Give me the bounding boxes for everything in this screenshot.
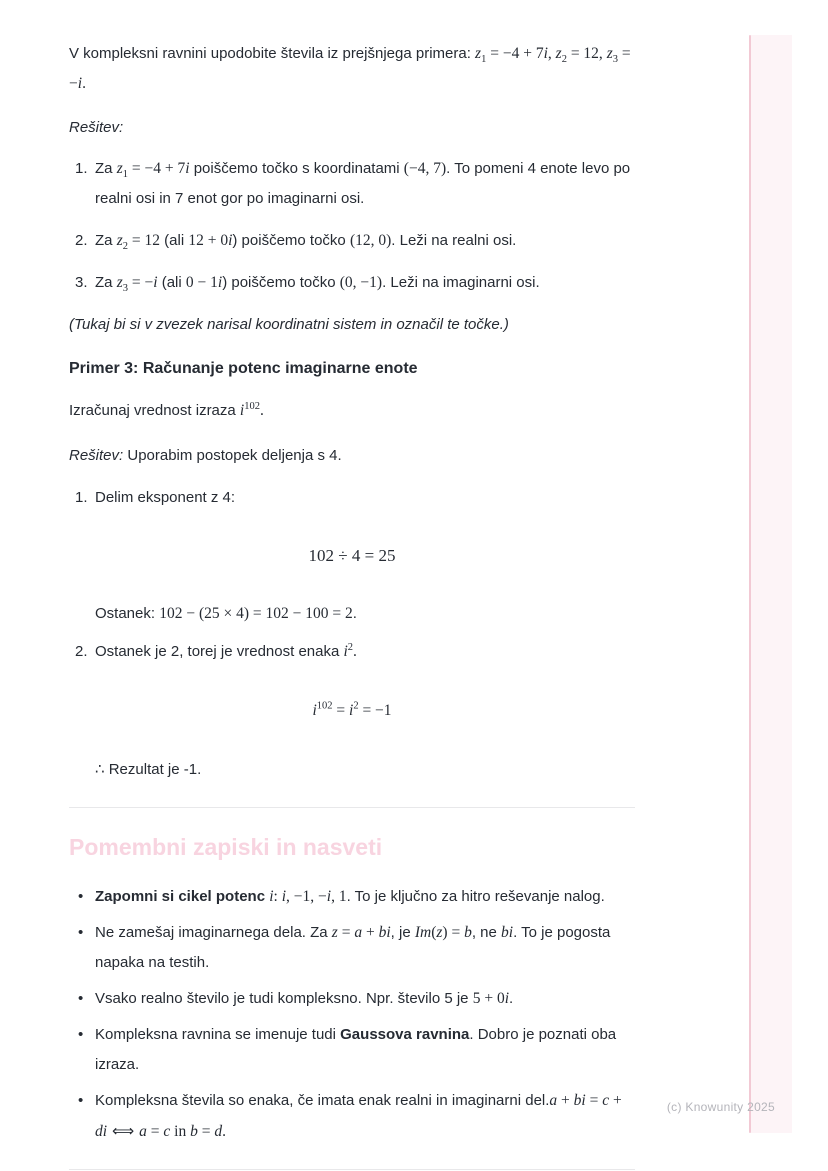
list-marker: 3. <box>75 274 88 291</box>
text-run: . To je ključno za hitro reševanje nalog. <box>346 888 605 905</box>
math-run: = <box>332 702 349 719</box>
text-run: Za <box>95 274 117 291</box>
list-marker: 1. <box>75 160 88 177</box>
text-run: Rezultat je -1. <box>104 761 202 778</box>
math-run: = −4 + 7 <box>127 160 186 177</box>
text-run: . To pomeni 4 enote levo po realni osi in 7 enot gor po imaginarni osi. <box>95 160 631 207</box>
document-content <box>69 39 635 1171</box>
equation-result <box>69 695 635 726</box>
notes-bullet-list <box>69 882 635 1147</box>
text-run: (ali <box>157 274 186 291</box>
bullet-item <box>69 984 635 1014</box>
math-sub: 1 <box>122 169 128 180</box>
iff-arrow-symbol: ⟺ <box>107 1122 140 1140</box>
math-sub: 3 <box>122 283 128 294</box>
text-run: V kompleksni ravnini upodobite števila iz prejšnjega primera: <box>69 45 476 62</box>
math-run: = −4 + 7 <box>486 45 544 62</box>
math-var: i <box>217 274 223 291</box>
step-text <box>95 637 635 667</box>
math-run: 5 + 0 <box>472 990 505 1007</box>
math-run: = <box>585 1092 603 1109</box>
math-sup: 102 <box>316 700 333 712</box>
math-var: a <box>549 1092 558 1109</box>
math-var: bi <box>501 924 514 941</box>
math-sub: 2 <box>561 54 567 65</box>
math-var: i <box>543 45 548 62</box>
text-run: . Dobro je poznati oba izraza. <box>95 1026 617 1073</box>
equation-division: 102 ÷ 4 = 25 <box>308 546 396 565</box>
notebook-hint: (Tukaj bi si v zvezek narisal koordinatni sistem in označil te točke.) <box>69 316 509 333</box>
math-sup: 102 <box>244 401 260 412</box>
math-var: i <box>312 702 317 719</box>
bullet-marker: • <box>78 1026 84 1043</box>
section-divider <box>69 807 635 808</box>
math-var: i <box>269 888 274 905</box>
math-run: = − <box>127 274 154 291</box>
math-run: = − <box>69 45 631 92</box>
math-var: d <box>214 1123 223 1140</box>
math-run: ) = <box>442 924 465 941</box>
list-item <box>69 154 635 214</box>
remainder-line <box>69 599 635 629</box>
math-var: i <box>349 702 354 719</box>
text-run: . Leži na imaginarni osi. <box>382 274 540 291</box>
math-run: = <box>146 1123 164 1140</box>
math-var: z <box>606 45 613 62</box>
list-marker: 2. <box>75 643 88 660</box>
bullet-item <box>69 918 635 978</box>
step-item <box>69 483 635 513</box>
bullet-marker: • <box>78 1092 84 1109</box>
math-run: + <box>609 1092 622 1109</box>
bullet-text <box>95 984 635 1014</box>
math-var: i <box>281 888 287 905</box>
math-run: 102 − (25 × 4) = 102 − 100 = 2 <box>159 605 353 622</box>
text-run: Kompleksna števila so enaka, če imata enak realni in imaginarni del. <box>95 1092 550 1109</box>
math-var: bi <box>573 1092 586 1109</box>
copyright-footer: (c) Knowunity 2025 <box>666 1100 775 1114</box>
ordered-list-points <box>69 154 635 298</box>
math-var: a <box>139 1123 147 1140</box>
math-var: z <box>555 45 562 62</box>
math-run: = 12, <box>566 45 607 62</box>
bullet-item <box>69 1086 635 1147</box>
text-run: ) poiščemo točko <box>222 274 340 291</box>
math-var: i <box>153 274 158 291</box>
bullet-text <box>95 1086 635 1147</box>
math-run: + <box>557 1092 574 1109</box>
math-var: i <box>228 232 233 249</box>
list-item-text <box>95 154 635 214</box>
page-edge-wash <box>751 35 792 1133</box>
footer-divider <box>69 1169 635 1170</box>
conclusion-line <box>69 754 635 785</box>
math-var: i <box>77 75 83 92</box>
intro-paragraph <box>69 39 635 99</box>
math-var: di <box>95 1123 108 1140</box>
text-run: ) poiščemo točko <box>232 232 350 249</box>
math-var: i <box>326 888 332 905</box>
bullet-text <box>95 1020 635 1080</box>
list-item-text <box>95 226 635 256</box>
list-marker: 2. <box>75 232 88 249</box>
math-run: . <box>353 643 357 660</box>
math-var: z <box>436 924 443 941</box>
math-run: . <box>222 1123 226 1140</box>
list-item <box>69 226 635 256</box>
text-run: Vsako realno število je tudi kompleksno. Npr. število 5 je <box>95 990 473 1007</box>
math-run: 0 − 1 <box>185 274 218 291</box>
bold-run: Gaussova ravnina <box>340 1026 470 1043</box>
math-run: ( <box>431 924 437 941</box>
text-run: poiščemo točko s koordinatami <box>189 160 404 177</box>
math-run: = <box>197 1123 215 1140</box>
bullet-item <box>69 882 635 912</box>
text-run: Uporabim postopek deljenja s 4. <box>123 447 342 464</box>
text-run: (ali <box>159 232 189 249</box>
math-run: = 12 <box>127 232 160 249</box>
solution-paragraph <box>69 441 635 471</box>
bullet-marker: • <box>78 924 84 941</box>
text-run: Kompleksna ravnina se imenuje tudi <box>95 1026 341 1043</box>
math-run: (0, −1) <box>339 274 383 291</box>
bold-run: Zapomni si cikel potenc <box>95 888 270 905</box>
math-var: z <box>331 924 338 941</box>
task-paragraph <box>69 396 635 426</box>
math-var: c <box>602 1092 610 1109</box>
math-run: , <box>547 45 556 62</box>
math-var: i <box>185 160 190 177</box>
text-run: . Leži na realni osi. <box>391 232 517 249</box>
text-run: Za <box>95 160 117 177</box>
text-run: , je <box>390 924 415 941</box>
math-var: z <box>116 274 123 291</box>
math-run: , −1, − <box>286 888 327 905</box>
math-var: z <box>116 160 123 177</box>
math-var: i <box>504 990 510 1007</box>
math-run: 12 + 0 <box>188 232 229 249</box>
text-run: Izračunaj vrednost izraza <box>69 402 240 419</box>
math-var: a <box>354 924 363 941</box>
math-var: z <box>116 232 123 249</box>
math-run: in <box>170 1123 191 1140</box>
math-run: + <box>362 924 379 941</box>
therefore-symbol: ∴ <box>95 760 105 778</box>
math-run: = <box>337 924 355 941</box>
math-var: i <box>343 643 348 660</box>
math-run: . <box>82 75 86 92</box>
bullet-text <box>95 918 635 978</box>
bullet-marker: • <box>78 888 84 905</box>
text-run: Ostanek je 2, torej je vrednost enaka <box>95 643 344 660</box>
math-run: (12, 0) <box>349 232 392 249</box>
text-run: Za <box>95 232 117 249</box>
text-run: . To je pogosta napaka na testih. <box>95 924 611 971</box>
list-item <box>69 268 635 298</box>
text-run: . <box>352 605 357 622</box>
page-edge-line <box>749 35 751 1133</box>
math-sub: 1 <box>481 54 487 65</box>
solution-label: Rešitev: <box>69 119 124 136</box>
math-var: c <box>163 1123 171 1140</box>
example-heading: Primer 3: Računanje potenc imaginarne enote <box>69 360 418 377</box>
math-run: . <box>259 402 264 419</box>
math-sup: 2 <box>347 642 354 653</box>
math-sub: 2 <box>122 241 128 252</box>
solution-label: Rešitev: <box>69 447 124 464</box>
math-sub: 3 <box>612 54 618 65</box>
list-item-text <box>95 268 635 298</box>
math-var: b <box>190 1123 198 1140</box>
text-run: . <box>509 990 514 1007</box>
math-var: Im <box>414 924 432 941</box>
text-run: Ne zamešaj imaginarnega dela. Za <box>95 924 332 941</box>
math-run: = −1 <box>358 702 392 719</box>
math-run: : <box>273 888 282 905</box>
step-item <box>69 637 635 667</box>
notes-section-heading: Pomembni zapiski in nasveti <box>69 834 383 860</box>
step-text: Delim eksponent z 4: <box>95 489 236 506</box>
math-run: (−4, 7) <box>403 160 447 177</box>
math-var: bi <box>378 924 391 941</box>
math-sup: 2 <box>353 700 359 712</box>
list-marker: 1. <box>75 489 88 506</box>
math-run: , 1 <box>331 888 347 905</box>
bullet-text <box>95 882 635 912</box>
math-var: z <box>475 45 482 62</box>
text-run: Ostanek: <box>95 605 160 622</box>
text-run: , ne <box>471 924 502 941</box>
bullet-item <box>69 1020 635 1080</box>
math-var: i <box>239 402 245 419</box>
math-var: b <box>464 924 472 941</box>
bullet-marker: • <box>78 990 84 1007</box>
